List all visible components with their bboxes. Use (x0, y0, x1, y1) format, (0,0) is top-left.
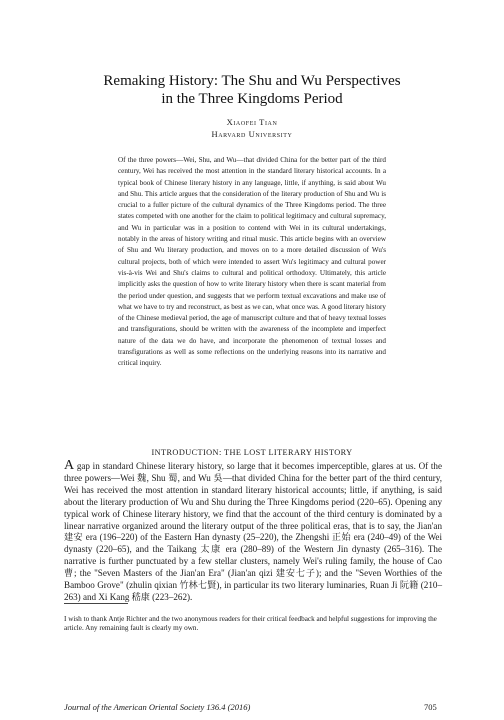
author-name: Xiaofei Tian (226, 117, 278, 127)
article-title (60, 72, 444, 108)
author-affiliation: Harvard University (211, 129, 293, 139)
abstract: Of the three powers—Wei, Shu, and Wu—that divided China for the better part of the third century, Wei has received the most attention in the standard literary historical accounts. In a typical book of Chinese literary history in any language, little, if anything, is said about Wu and Shu. This article argues that the consideration of the literary production of Shu and Wu is crucial to a fuller picture of the cultural dynamics of the Three Kingdoms period. The three states competed with one another for the claim to political legitimacy and cultural supremacy, and Wu in particular was in a position to contend with Wei in its cultural undertakings, notably in the areas of history writing and ritual music. This article begins with an overview of Shu and Wu literary production, and moves on to a more detailed discussion of Wu's cultural projects, both of which were intended to assert Wu's legitimacy and cultural power vis-à-vis Wei and Shu's claims to cultural and political orthodoxy. Ultimately, this article implicitly asks the question of how to write literary history when there is scant material from the period under question, and suggests that we perform textual excavations and make use of what we have to try and reconstruct, as best as we can, what once was. A good literary history of the Chinese medieval period, the age of manuscript culture and that of heavy textual losses and transfigurations, should be written with the awareness of the incomplete and imperfect nature of the data we do have, and incorporate the phenomenon of textual losses and transfigurations as well as some reflections on the underlying reasons into its narrative and critical inquiry. (118, 156, 386, 368)
body-paragraph-text: gap in standard Chinese literary history, so large that it becomes imperceptible, glares at us. Of the three powers—Wei 魏, Shu 蜀, and Wu 吳—that divided China for the better part of the third century, Wei has received the most attention in standard literary historical accounts; little, if anything, is said about the literary production of Wu and Shu during the Three Kingdoms period (220–65). Opening any typical work of Chinese literary history, we find that the account of the third century is dominated by a linear narrative organized around the literary output of the three political eras, that is to say, the Jian'an 建安 era (196–220) of the Eastern Han dynasty (25–220), the Zhengshi 正始 era (240–49) of the Wei dynasty (220–65), and the Taikang 太康 era (280–89) of the Western Jin dynasty (265–316). The narrative is further punctuated by a few stellar clusters, namely Wei's ruling family, the house of Cao 曹; the "Seven Masters of the Jian'an Era" (Jian'an qizi 建安七子); and the "Seven Worthies of the Bamboo Grove" (zhulin qixian 竹林七賢), in particular its two literary luminaries, Ruan Ji 阮籍 (210–263) and Xi Kang 嵇康 (223–262). (64, 461, 442, 602)
title-line-2: in the Three Kingdoms Period (161, 91, 343, 107)
body-paragraph (64, 458, 442, 604)
title-line-1: Remaking History: The Shu and Wu Perspectives (103, 73, 401, 89)
section-heading: INTRODUCTION: THE LOST LITERARY HISTORY (151, 448, 353, 457)
journal-citation: Journal of the American Oriental Society 136.4 (2016) (64, 702, 251, 712)
page-number: 705 (424, 702, 437, 712)
footnote: I wish to thank Antje Richter and the two anonymous readers for their critical feedback and helpful suggestions for improving the article. Any remaining fault is clearly my own. (64, 615, 437, 633)
drop-cap: A (64, 458, 75, 473)
footnote-divider (64, 603, 128, 604)
